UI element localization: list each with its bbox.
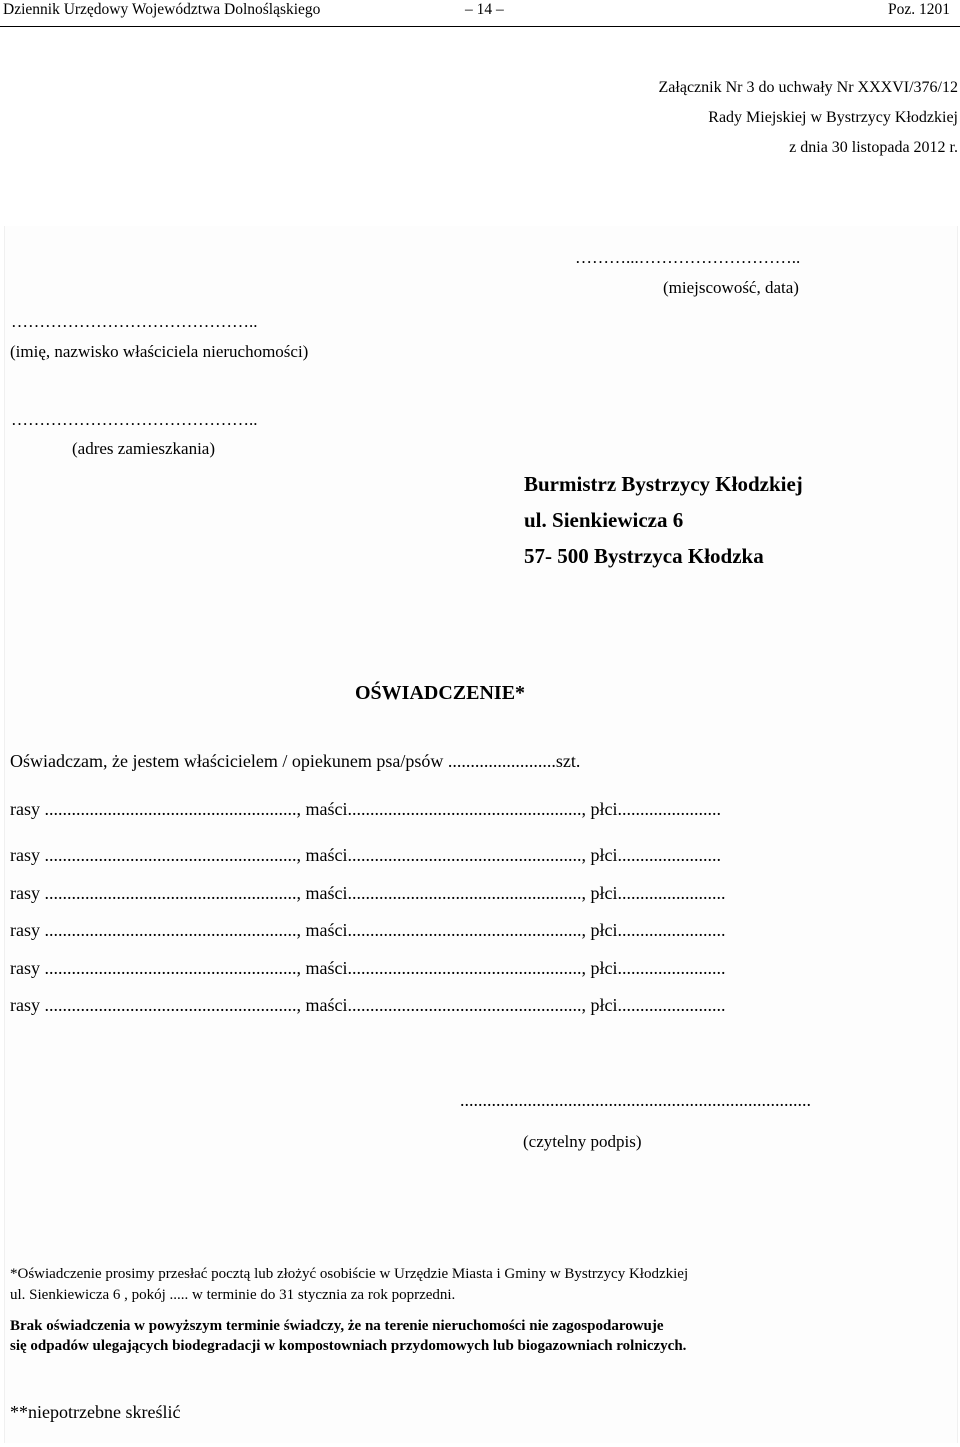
dog-row: rasy ........................................................, maści...................................................., płci....................... (10, 845, 721, 865)
addressee-line-2: ul. Sienkiewicza 6 (524, 508, 684, 532)
dog-row: rasy ........................................................, maści...................................................., płci........................ (10, 920, 726, 940)
note-line-2: ul. Sienkiewicza 6 , pokój ..... w terminie do 31 stycznia za rok poprzedni. (10, 1287, 456, 1303)
addressee-line-3: 57- 500 Bystrzyca Kłodzka (524, 544, 764, 568)
address-dots: …………………………………….. (11, 410, 258, 429)
annex-line-3: z dnia 30 listopada 2012 r. (789, 139, 958, 156)
warning-line-2: się odpadów ulegających biodegradacji w kompostowniach przydomowych lub biogazowniach rolniczych. (10, 1338, 687, 1354)
annex-line-1: Załącznik Nr 3 do uchwały Nr XXXVI/376/12 (658, 79, 958, 96)
signature-label: (czytelny podpis) (523, 1132, 642, 1151)
footnote: **niepotrzebne skreślić (10, 1402, 181, 1422)
document-title: OŚWIADCZENIE* (355, 682, 526, 704)
journal-title: Dziennik Urzędowy Województwa Dolnośląskiego (3, 1, 321, 18)
place-date-dots: ………...……………………….. (575, 248, 801, 267)
page-header (0, 0, 960, 27)
declaration-line: Oświadczam, że jestem właścicielem / opiekunem psa/psów ........................szt. (10, 751, 581, 771)
dog-row: rasy ........................................................, maści...................................................., płci........................ (10, 958, 726, 978)
dog-row: rasy ........................................................, maści...................................................., płci........................ (10, 883, 726, 903)
addressee-line-1: Burmistrz Bystrzycy Kłodzkiej (524, 472, 803, 496)
annex-line-2: Rady Miejskiej w Bystrzycy Kłodzkiej (708, 109, 958, 126)
address-label: (adres zamieszkania) (72, 439, 215, 458)
position-number: Poz. 1201 (888, 1, 950, 18)
dog-row: rasy ........................................................, maści...................................................., płci........................ (10, 995, 726, 1015)
annex-reference (659, 73, 958, 163)
signature-dots: .............................................................................. (460, 1090, 811, 1110)
dog-row: rasy ........................................................, maści...................................................., płci....................... (10, 799, 721, 819)
note-line-1: *Oświadczenie prosimy przesłać pocztą lub złożyć osobiście w Urzędzie Miasta i Gminy w Bystrzycy Kłodzkiej (10, 1266, 689, 1282)
owner-dots: …………………………………….. (11, 312, 258, 331)
place-date-label: (miejscowość, data) (663, 278, 799, 297)
owner-label: (imię, nazwisko właściciela nieruchomości) (10, 342, 309, 361)
page-number: – 14 – (465, 1, 504, 18)
warning-line-1: Brak oświadczenia w powyższym terminie świadczy, że na terenie nieruchomości nie zagospodarowuje (10, 1318, 664, 1334)
scanned-form (4, 226, 958, 1443)
